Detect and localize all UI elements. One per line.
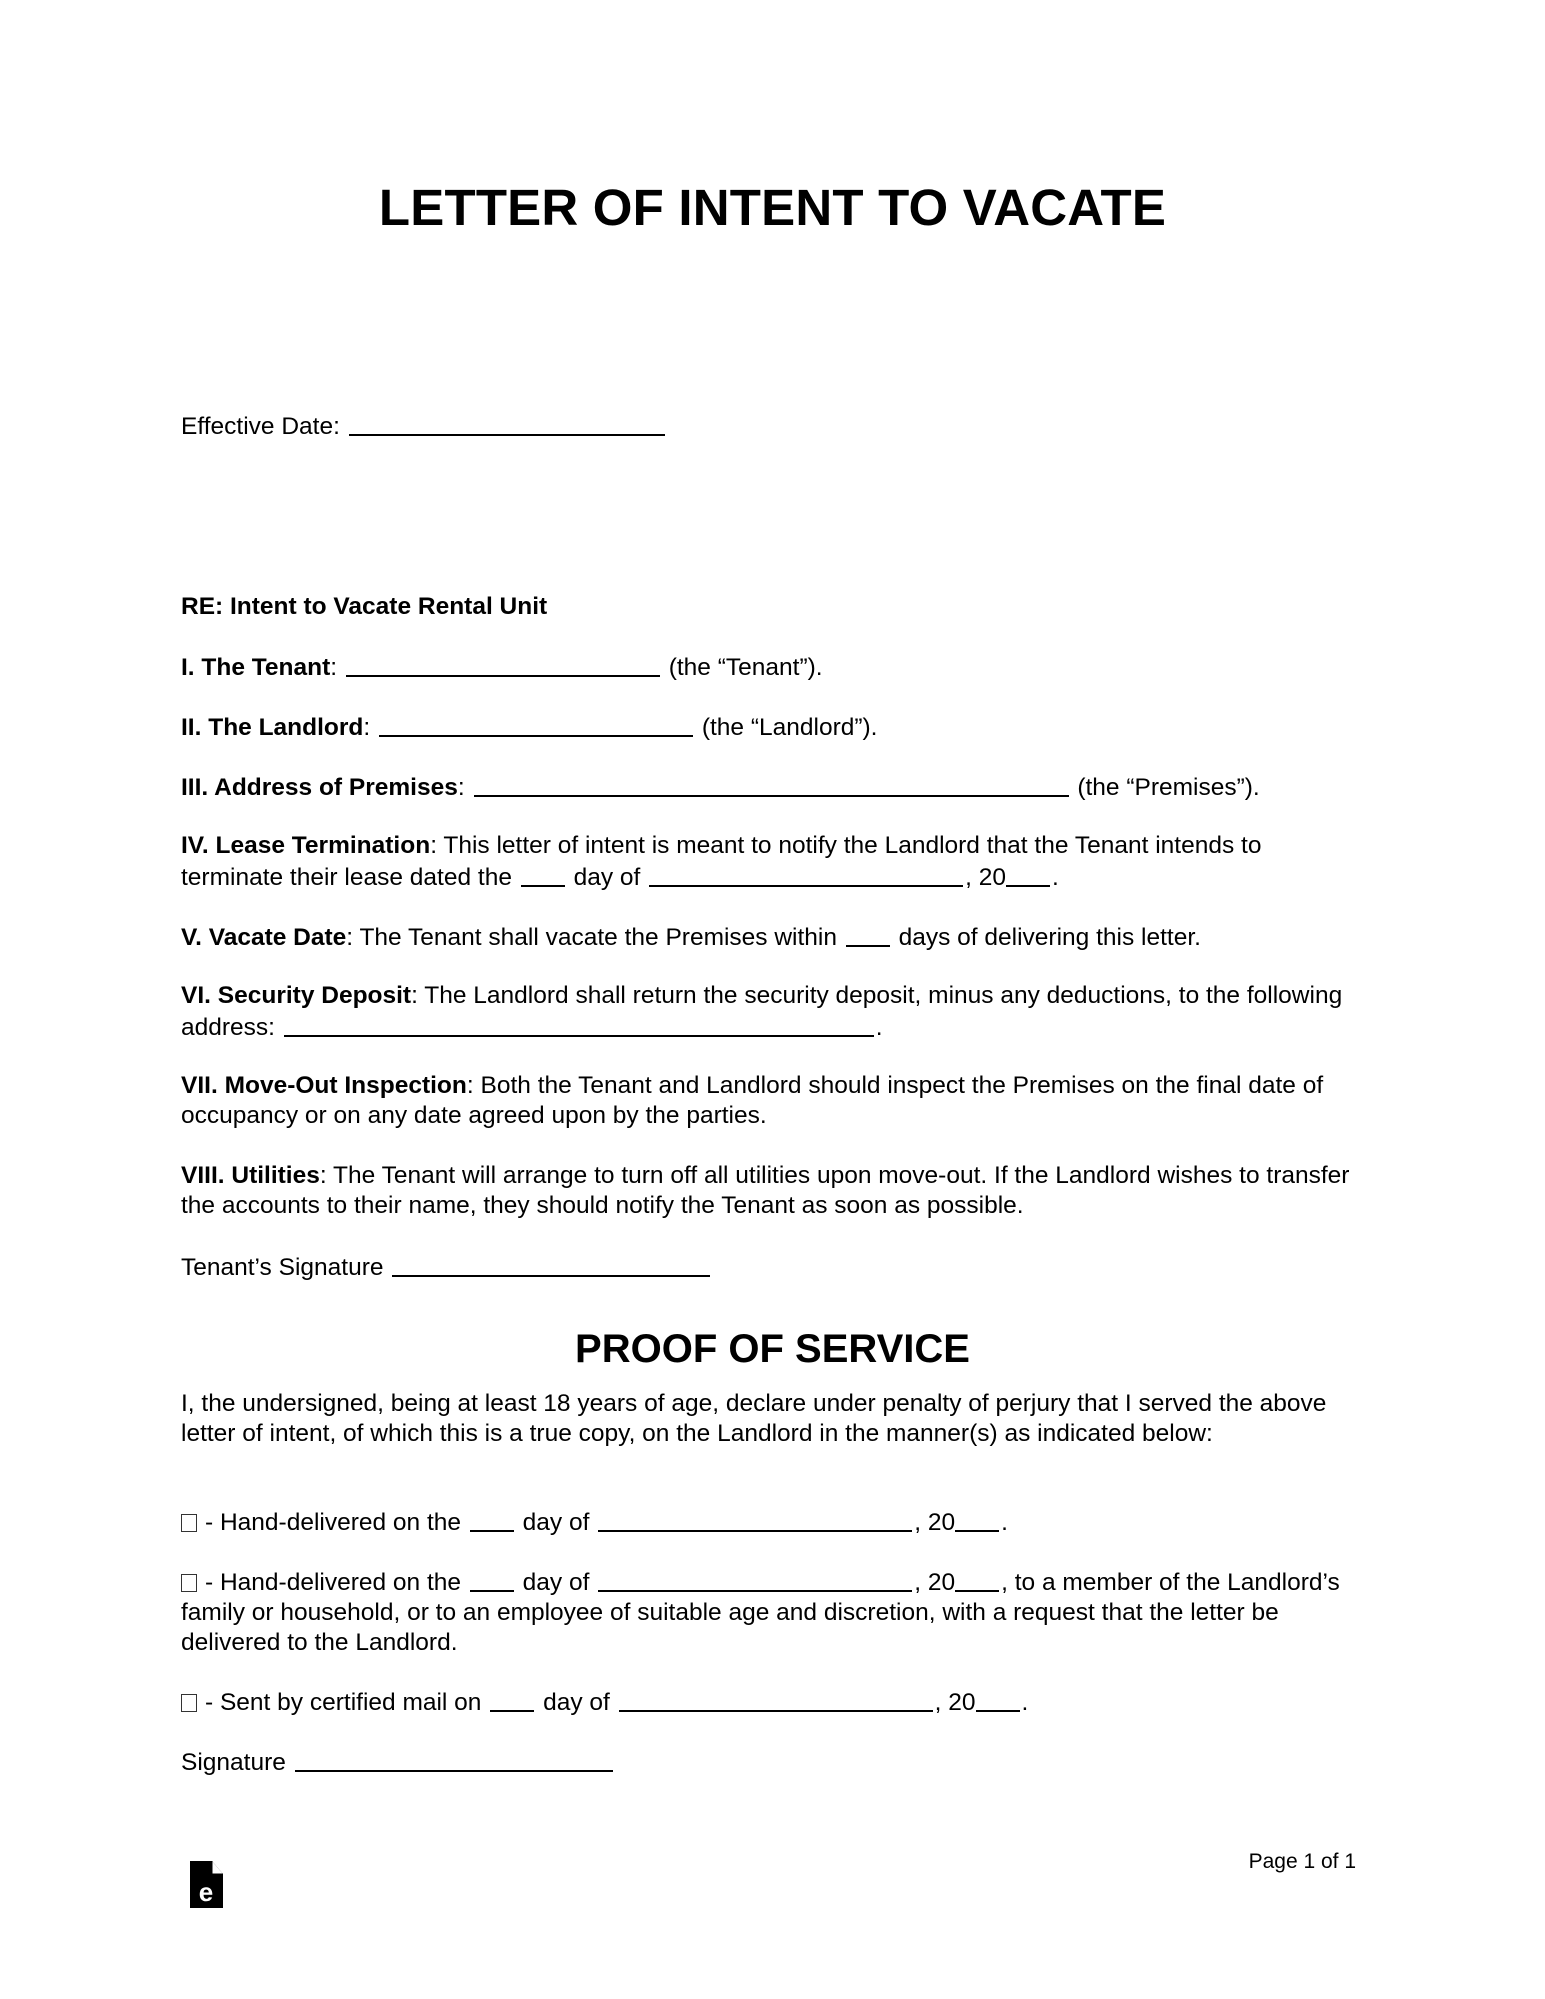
lease-year-prefix: , 20	[965, 864, 1007, 891]
lease-period: .	[1052, 864, 1059, 891]
service-option-hand-delivered	[181, 1506, 1008, 1538]
landlord-name-field[interactable]	[379, 713, 693, 737]
service-option-1-checkbox[interactable]	[181, 1514, 197, 1532]
service-option-2-day-of: day of	[522, 1569, 590, 1596]
service-option-1-text: - Hand-delivered on the	[205, 1509, 462, 1536]
security-deposit-paragraph: VI. Security Deposit: The Landlord shall return the security deposit, minus any deductions, to the following address: .	[181, 982, 1343, 1041]
service-option-3-checkbox[interactable]	[181, 1694, 197, 1712]
service-option-1-period: .	[1001, 1509, 1008, 1536]
re-line: RE: Intent to Vacate Rental Unit	[181, 593, 548, 620]
move-out-paragraph: VII. Move-Out Inspection: Both the Tenant and Landlord should inspect the Premises on the final date of occupancy or on any date agreed upon by the parties.	[181, 1072, 1324, 1129]
proof-declaration: I, the undersigned, being at least 18 years of age, declare under penalty of perjury that I served the above letter of intent, of which this is a true copy, on the Landlord in the manner(s) as indicated below:	[181, 1390, 1327, 1447]
service-option-2-year-prefix: , 20	[914, 1569, 956, 1596]
logo-letter: e	[198, 1877, 214, 1907]
landlord-suffix: (the “Landlord”).	[701, 714, 878, 741]
service-option-3-day-field[interactable]	[490, 1688, 534, 1712]
lease-termination-heading: IV. Lease Termination	[181, 832, 431, 859]
eforms-logo-icon	[190, 1861, 223, 1908]
forwarding-address-field[interactable]	[284, 1013, 874, 1037]
page-number: Page 1 of 1	[1248, 1850, 1356, 1873]
tenant-signature-line	[181, 1251, 712, 1283]
service-option-2-year-field[interactable]	[955, 1568, 999, 1592]
service-option-2-rest: , to a member of the Landlord’s family or household, or to an employee of suitable age and discretion, with a request that the letter be delivered to the Landlord.	[181, 1569, 1340, 1656]
server-signature-field[interactable]	[295, 1748, 613, 1772]
service-option-3-period: .	[1021, 1689, 1029, 1716]
service-option-household-member	[181, 1566, 1361, 1658]
service-option-3-year-field[interactable]	[976, 1688, 1020, 1712]
lease-termination-text: This letter of intent is meant to notify the Landlord that the Tenant intends to terminate their lease dated the	[181, 832, 1262, 891]
security-deposit-heading: VI. Security Deposit	[181, 982, 412, 1009]
vacate-days-field[interactable]	[846, 923, 890, 947]
tenant-name-field[interactable]	[346, 653, 660, 677]
service-option-3-month-field[interactable]	[619, 1688, 933, 1712]
security-deposit-period: .	[875, 1014, 883, 1041]
proof-of-service-heading: PROOF OF SERVICE	[575, 1327, 970, 1371]
service-option-certified-mail	[181, 1686, 1028, 1718]
vacate-date-text-2: days of delivering this letter.	[898, 924, 1201, 951]
landlord-heading: II. The Landlord	[181, 714, 364, 741]
tenant-heading: I. The Tenant	[181, 654, 331, 681]
tenant-line: I. The Tenant: (the “Tenant”).	[181, 654, 823, 681]
service-option-2-checkbox[interactable]	[181, 1574, 197, 1592]
tenant-signature-label: Tenant’s Signature	[181, 1254, 384, 1281]
service-option-1-year-prefix: , 20	[914, 1509, 956, 1536]
premises-suffix: (the “Premises”).	[1077, 774, 1260, 801]
tenant-suffix: (the “Tenant”).	[668, 654, 823, 681]
server-signature-line	[181, 1746, 615, 1778]
service-option-1-month-field[interactable]	[598, 1508, 912, 1532]
premises-line: III. Address of Premises: (the “Premises”).	[181, 774, 1260, 801]
service-option-2-day-field[interactable]	[470, 1568, 514, 1592]
service-option-3-text: - Sent by certified mail on	[205, 1689, 482, 1716]
effective-date-line	[181, 410, 667, 442]
move-out-heading: VII. Move-Out Inspection	[181, 1072, 467, 1099]
service-option-2-text: - Hand-delivered on the	[205, 1569, 462, 1596]
utilities-text: The Tenant will arrange to turn off all utilities upon move-out. If the Landlord wishes to transfer the accounts to their name, they should notify the Tenant as soon as possible.	[181, 1162, 1350, 1219]
utilities-heading: VIII. Utilities	[181, 1162, 320, 1189]
security-deposit-text: The Landlord shall return the security deposit, minus any deductions, to the following address:	[181, 982, 1343, 1041]
premises-address-field[interactable]	[474, 773, 1069, 797]
document-title: LETTER OF INTENT TO VACATE	[378, 179, 1167, 236]
lease-month-field[interactable]	[649, 863, 963, 887]
effective-date-field[interactable]	[349, 412, 665, 436]
effective-date-label: Effective Date:	[181, 413, 340, 440]
lease-day-of-text: day of	[573, 864, 641, 891]
service-option-3-day-of: day of	[543, 1689, 610, 1716]
service-option-1-year-field[interactable]	[955, 1508, 999, 1532]
service-option-1-day-field[interactable]	[470, 1508, 514, 1532]
lease-year-field[interactable]	[1006, 863, 1050, 887]
server-signature-label: Signature	[181, 1749, 286, 1776]
service-option-2-month-field[interactable]	[598, 1568, 912, 1592]
lease-termination-paragraph: IV. Lease Termination: This letter of intent is meant to notify the Landlord that the Tenant intends to terminate their lease dated the day of , 20 .	[181, 832, 1262, 891]
premises-heading: III. Address of Premises	[181, 774, 458, 801]
service-option-3-year-prefix: , 20	[934, 1689, 976, 1716]
vacate-date-text: The Tenant shall vacate the Premises within	[359, 924, 837, 951]
landlord-line: II. The Landlord: (the “Landlord”).	[181, 714, 878, 741]
service-option-1-day-of: day of	[522, 1509, 590, 1536]
tenant-signature-field[interactable]	[392, 1253, 710, 1277]
vacate-date-heading: V. Vacate Date	[181, 924, 347, 951]
lease-day-field[interactable]	[521, 863, 565, 887]
utilities-paragraph: VIII. Utilities: The Tenant will arrange to turn off all utilities upon move-out. If the Landlord wishes to transfer the accounts to their name, they should notify the Tenant as soon as possible.	[181, 1162, 1350, 1219]
vacate-date-line: V. Vacate Date: The Tenant shall vacate the Premises within days of delivering this letter.	[181, 924, 1201, 951]
move-out-text: Both the Tenant and Landlord should inspect the Premises on the final date of occupancy or on any date agreed upon by the parties.	[181, 1072, 1324, 1129]
